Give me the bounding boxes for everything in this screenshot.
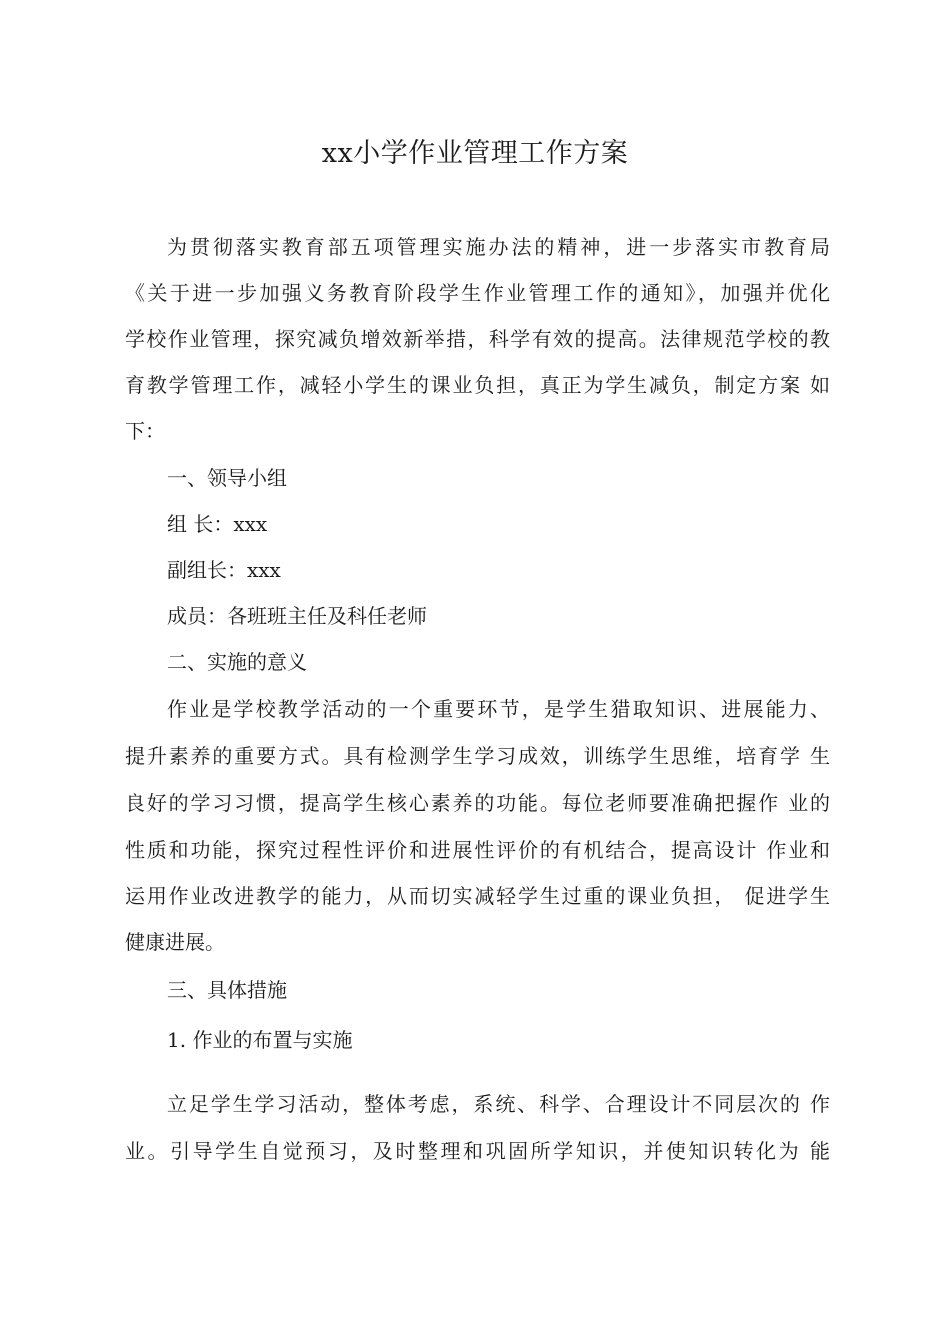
paragraph-line: 学校作业管理，探究减负增效新举措，科学有效的提高。法律规范学校的教 <box>125 327 830 351</box>
paragraph-line: 立足学生学习活动，整体考虑，系统、科学、合理设计不同层次的 作 <box>167 1092 830 1116</box>
paragraph-line: 性质和功能，探究过程性评价和进展性评价的有机结合，提高设计 作业和 <box>125 838 830 862</box>
paragraph-line: 为贯彻落实教育部五项管理实施办法的精神，进一步落实市教育局 <box>167 235 830 259</box>
list-item: 成员：各班班主任及科任老师 <box>167 604 427 628</box>
list-item: 组 长：xxx <box>167 512 268 536</box>
section-heading: 一、领导小组 <box>167 466 287 490</box>
list-item: 副组长：xxx <box>167 558 281 582</box>
paragraph-line: 《关于进一步加强义务教育阶段学生作业管理工作的通知》，加强并优化 <box>125 281 830 305</box>
paragraph-line: 运用作业改进教学的能力，从而切实减轻学生过重的课业负担， 促进学生 <box>125 884 830 908</box>
paragraph-line: 健康进展。 <box>125 930 225 954</box>
section-heading: 二、实施的意义 <box>167 650 307 674</box>
paragraph-line: 提升素养的重要方式。具有检测学生学习成效，训练学生思维，培育学 生 <box>125 744 830 768</box>
subsection-heading: 1. 作业的布置与实施 <box>167 1028 353 1052</box>
paragraph-line: 育教学管理工作，减轻小学生的课业负担，真正为学生减负，制定方案 如 <box>125 373 830 397</box>
paragraph-line: 良好的学习习惯，提高学生核心素养的功能。每位老师要准确把握作 业的 <box>125 791 830 815</box>
section-heading: 三、具体措施 <box>167 978 287 1002</box>
document-title: xx小学作业管理工作方案 <box>321 138 629 169</box>
paragraph-line: 业。引导学生自觉预习，及时整理和巩固所学知识，并使知识转化为 能 <box>125 1139 830 1163</box>
paragraph-line: 作业是学校教学活动的一个重要环节，是学生猎取知识、进展能力、 <box>167 697 830 721</box>
paragraph-line: 下： <box>125 419 165 443</box>
